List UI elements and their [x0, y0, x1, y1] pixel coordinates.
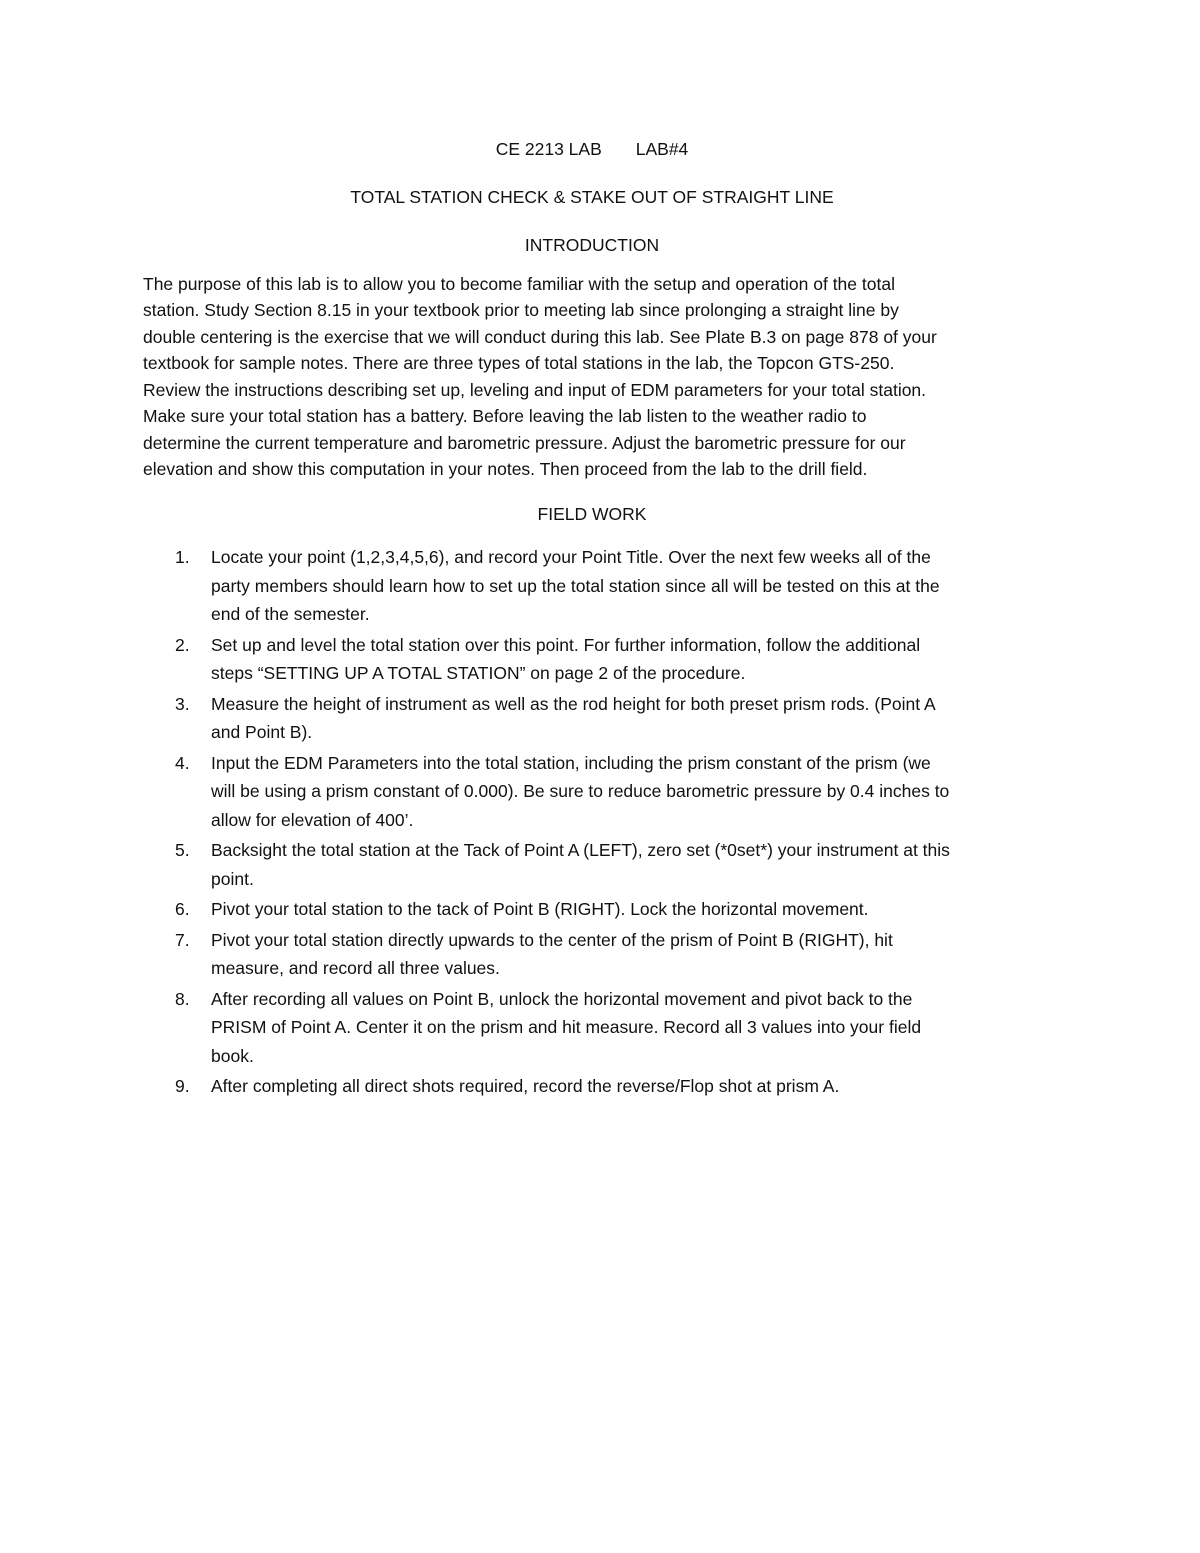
step-number: 6.: [175, 899, 190, 919]
step-number: 2.: [175, 634, 190, 655]
lab-number: LAB#4: [635, 139, 689, 159]
step-text: Locate your point (1,2,3,4,5,6), and record your Point Title. Over the next few weeks all of the party members should learn how to set up the total station since all will be tested on this at the end of the semester.: [211, 547, 940, 624]
step-number: 3.: [175, 693, 190, 714]
document-content: [143, 136, 1061, 1103]
step-text: Pivot your total station directly upwards to the center of the prism of Point B (RIGHT), hit measure, and record all three values.: [211, 929, 893, 978]
course-code: CE 2213 LAB: [495, 139, 602, 159]
step-9: [143, 1072, 1061, 1101]
step-2: [143, 631, 1061, 688]
step-6: [143, 895, 1061, 924]
field-work-steps: [143, 543, 1061, 1101]
introduction-heading: INTRODUCTION: [524, 235, 660, 255]
step-text: Backsight the total station at the Tack of Point A (LEFT), zero set (*0set*) your instrument at this point.: [211, 840, 950, 889]
step-text: After completing all direct shots required, record the reverse/Flop shot at prism A.: [211, 1076, 840, 1096]
step-text: Measure the height of instrument as well as the rod height for both preset prism rods. (Point A and Point B).: [211, 693, 936, 742]
step-number: 7.: [175, 929, 190, 950]
step-number: 1.: [175, 547, 190, 567]
step-text: After recording all values on Point B, unlock the horizontal movement and pivot back to the PRISM of Point A. Center it on the prism and hit measure. Record all 3 values into your field book.: [211, 988, 922, 1066]
introduction-paragraph: The purpose of this lab is to allow you to become familiar with the setup and operation of the total station. Study Section 8.15 in your textbook prior to meeting lab since prolonging a straight line by double centering is the exercise that we will conduct during this lab. See Plate B.3 on page 878 of your textbook for sample notes. There are three types of total stations in the lab, the Topcon GTS-250. Review the instructions describing set up, leveling and input of EDM parameters for your total station. Make sure your total station has a battery. Before leaving the lab listen to the weather radio to determine the current temperature and barometric pressure. Adjust the barometric pressure for our elevation and show this computation in your notes. Then proceed from the lab to the drill field.: [143, 273, 937, 479]
step-3: [143, 690, 1061, 747]
step-8: [143, 985, 1061, 1071]
step-number: 4.: [175, 752, 190, 773]
step-number: 8.: [175, 988, 190, 1009]
field-work-heading: FIELD WORK: [537, 503, 647, 524]
step-text: Set up and level the total station over this point. For further information, follow the additional steps “SETTING UP A TOTAL STATION” on page 2 of the procedure.: [211, 634, 921, 683]
course-header: [123, 136, 1061, 163]
step-text: Pivot your total station to the tack of Point B (RIGHT). Lock the horizontal movement.: [211, 899, 869, 919]
step-number: 9.: [175, 1076, 190, 1096]
step-1: [143, 543, 1061, 629]
step-7: [143, 926, 1061, 983]
step-text: Input the EDM Parameters into the total station, including the prism constant of the prism (we will be using a prism constant of 0.000). Be sure to reduce barometric pressure by 0.4 inches to allow for elevation of 400’.: [211, 752, 950, 830]
step-number: 5.: [175, 840, 190, 860]
step-4: [143, 749, 1061, 835]
step-5: [143, 836, 1061, 893]
document-title: TOTAL STATION CHECK & STAKE OUT OF STRAIGHT LINE: [350, 186, 834, 207]
